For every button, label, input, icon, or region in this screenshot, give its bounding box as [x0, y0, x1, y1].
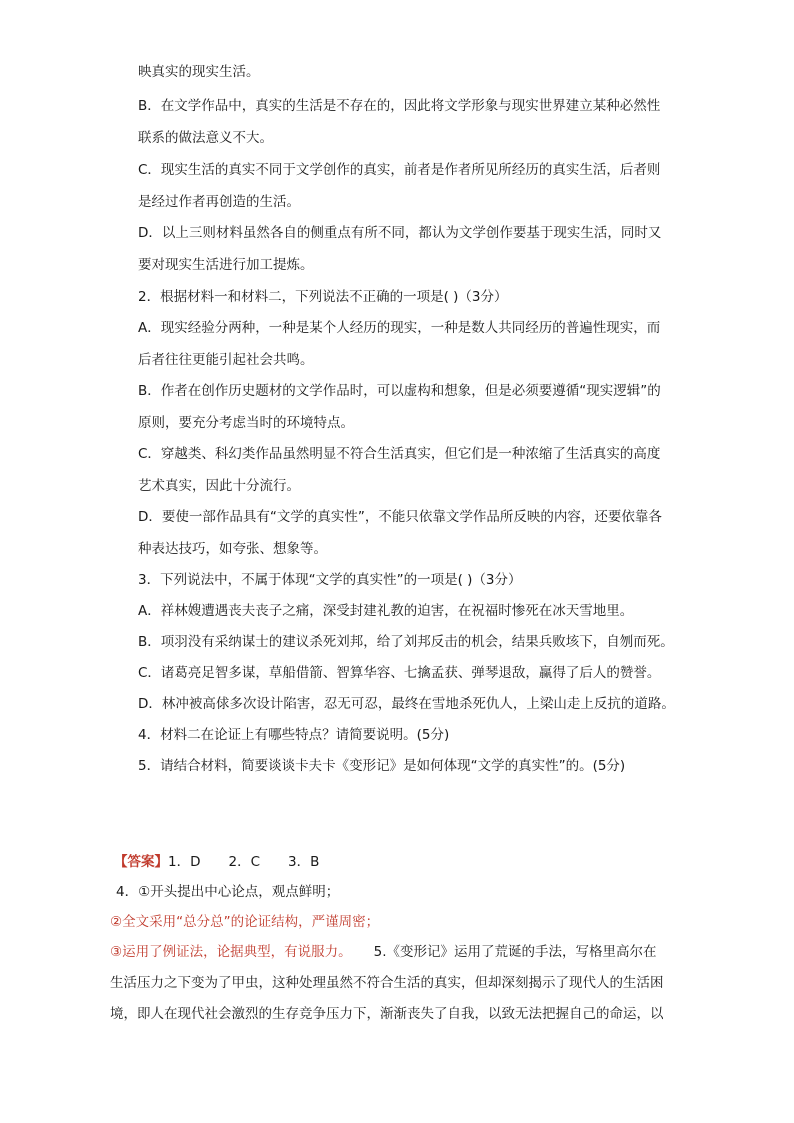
question-2: 2．根据材料一和材料二，下列说法不正确的一项是( )（3分）	[138, 289, 508, 305]
option-d-line: D．林冲被高俅多次设计陷害，忍无可忍，最终在雪地杀死仇人，上梁山走上反抗的道路。	[138, 696, 675, 712]
text-line: 映真实的现实生活。	[138, 64, 260, 80]
answer-q2: 2．C	[228, 854, 260, 870]
option-b-line: B．项羽没有采纳谋士的建议杀死刘邦，给了刘邦反击的机会，结果兵败垓下，自刎而死。	[138, 634, 674, 650]
answer-q5-start: 5.《变形记》运用了荒诞的手法，写格里高尔在	[373, 944, 657, 960]
answer-q4-point3-line	[110, 942, 657, 962]
option-a-line: A．祥林嫂遭遇丧夫丧子之痛，深受封建礼教的迫害，在祝福时惨死在冰天雪地里。	[138, 603, 634, 619]
answer-q1: 1．D	[168, 854, 201, 870]
option-d-line: D．要使一部作品具有“文学的真实性”，不能只依靠文学作品所反映的内容，还要依靠各	[138, 509, 662, 525]
option-b-line: B．作者在创作历史题材的文学作品时，可以虚构和想象，但是必须要遵循“现实逻辑”的	[138, 383, 661, 399]
option-c-line: C．穿越类、科幻类作品虽然明显不符合生活真实，但它们是一种浓缩了生活真实的高度	[138, 446, 661, 462]
answer-q3: 3．B	[288, 854, 320, 870]
text-line: 是经过作者再创造的生活。	[138, 194, 300, 210]
option-d-line: D．以上三则材料虽然各自的侧重点有所不同，都认为文学创作要基于现实生活，同时又	[138, 225, 662, 241]
question-4: 4．材料二在论证上有哪些特点？请简要说明。(5分)	[138, 727, 450, 743]
option-b-line: B．在文学作品中，真实的生活是不存在的，因此将文学形象与现实世界建立某种必然性	[138, 98, 661, 114]
text-line: 种表达技巧，如夸张、想象等。	[138, 541, 327, 557]
answer-label: 【答案】	[114, 854, 168, 870]
answer-choices-line	[114, 852, 319, 872]
question-5: 5．请结合材料，简要谈谈卡夫卡《变形记》是如何体现“文学的真实性”的。(5分)	[138, 758, 626, 774]
option-a-line: A．现实经验分两种，一种是某个人经历的现实，一种是数人共同经历的普遍性现实，而	[138, 320, 661, 336]
answer-q5-line: 境，即人在现代社会激烈的生存竞争压力下，渐渐丧失了自我，以致无法把握自己的命运，以	[110, 1006, 664, 1022]
answer-q4-point3: ③运用了例证法，论据典型，有说服力。	[110, 944, 352, 960]
option-c-line: C．诸葛亮足智多谋，草船借箭、智算华容、七擒孟获、弹琴退敌，赢得了后人的赞誉。	[138, 665, 661, 681]
answer-q4-point1: 4．①开头提出中心论点，观点鲜明；	[116, 884, 340, 900]
question-3: 3．下列说法中，不属于体现“文学的真实性”的一项是( )（3分）	[138, 572, 522, 588]
text-line: 艺术真实，因此十分流行。	[138, 478, 300, 494]
answer-q4-point2: ②全文采用“总分总”的论证结构，严谨周密；	[110, 914, 380, 930]
answer-q5-line: 生活压力之下变为了甲虫，这种处理虽然不符合生活的真实，但却深刻揭示了现代人的生活困	[110, 975, 664, 991]
text-line: 原则，要充分考虑当时的环境特点。	[138, 415, 354, 431]
text-line: 联系的做法意义不大。	[138, 130, 273, 146]
text-line: 要对现实生活进行加工提炼。	[138, 257, 314, 273]
option-c-line: C．现实生活的真实不同于文学创作的真实，前者是作者所见所经历的真实生活，后者则	[138, 162, 661, 178]
text-line: 后者往往更能引起社会共鸣。	[138, 352, 314, 368]
